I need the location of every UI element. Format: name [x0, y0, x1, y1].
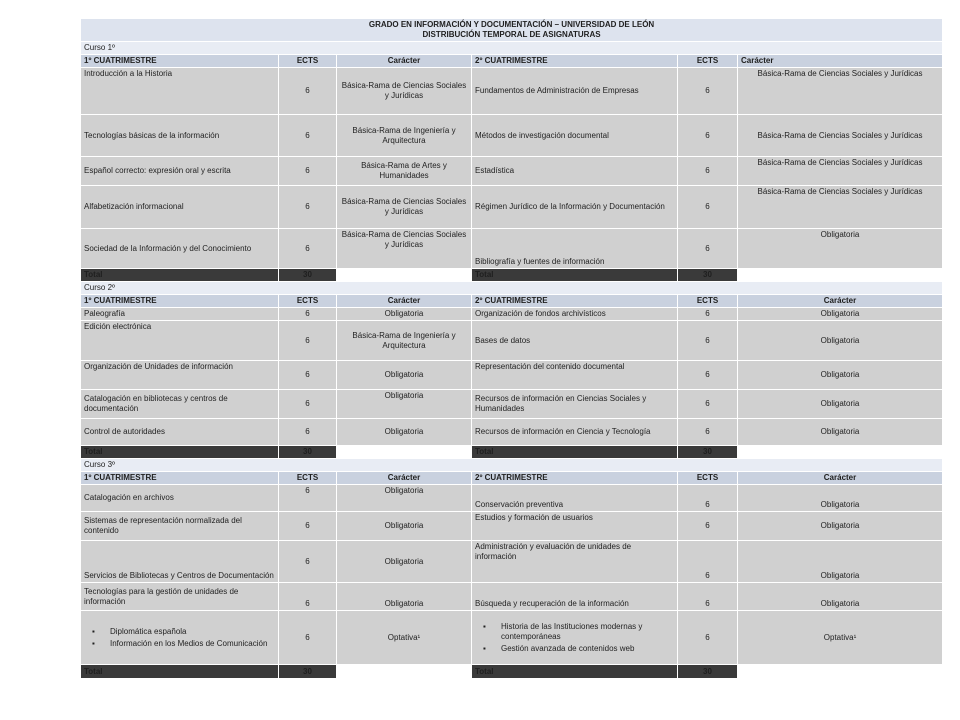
header-sem2: 2º CUATRIMESTRE — [472, 472, 678, 485]
subject-cell: Estadística — [472, 157, 678, 186]
ects-cell: 6 — [279, 68, 337, 115]
caracter-cell: Básica-Rama de Ciencias Sociales y Jurídicas — [738, 157, 943, 186]
year-2-label-row — [81, 282, 943, 295]
subject-cell: Edición electrónica — [81, 321, 279, 361]
table-row — [81, 419, 943, 446]
caracter-cell: Básica-Rama de Ingeniería y Arquitectura — [337, 115, 472, 157]
caracter-cell: Obligatoria — [337, 485, 472, 512]
total-spacer — [738, 269, 943, 282]
ects-cell: 6 — [279, 611, 337, 665]
title-line-2: DISTRIBUCIÓN TEMPORAL DE ASIGNATURAS — [422, 30, 601, 39]
caracter-cell: Obligatoria — [337, 419, 472, 446]
caracter-cell: Obligatoria — [738, 308, 943, 321]
caracter-cell: Básica-Rama de Ciencias Sociales y Jurídicas — [738, 68, 943, 115]
total-ects: 30 — [279, 269, 337, 282]
table-row — [81, 321, 943, 361]
caracter-cell: Básica-Rama de Ingeniería y Arquitectura — [337, 321, 472, 361]
caracter-cell: Básica-Rama de Ciencias Sociales y Jurídicas — [337, 229, 472, 269]
table-row — [81, 115, 943, 157]
ects-cell: 6 — [678, 419, 738, 446]
header-ects: ECTS — [279, 295, 337, 308]
total-ects: 30 — [279, 665, 337, 679]
subject-cell: Introducción a la Historia — [81, 68, 279, 115]
ects-cell: 6 — [678, 541, 738, 583]
subject-cell: Catalogación en archivos — [81, 485, 279, 512]
ects-cell: 6 — [678, 321, 738, 361]
list-item: ▪ Gestión avanzada de contenidos web — [501, 644, 674, 654]
subject-cell: Tecnologías básicas de la información — [81, 115, 279, 157]
title-line-1: GRADO EN INFORMACIÓN Y DOCUMENTACIÓN – UNIVERSIDAD DE LEÓN — [368, 20, 655, 29]
total-ects: 30 — [678, 269, 738, 282]
table-row — [81, 485, 943, 512]
ects-cell: 6 — [678, 157, 738, 186]
caracter-cell: Básica-Rama de Ciencias Sociales y Jurídicas — [738, 186, 943, 229]
header-sem1: 1º CUATRIMESTRE — [81, 55, 279, 68]
total-label: Total — [472, 446, 678, 459]
header-ects: ECTS — [279, 472, 337, 485]
header-ects: ECTS — [678, 295, 738, 308]
header-sem2: 2º CUATRIMESTRE — [472, 55, 678, 68]
ects-cell: 6 — [279, 361, 337, 390]
ects-cell: 6 — [279, 583, 337, 611]
subject-cell: Alfabetización informacional — [81, 186, 279, 229]
header-caracter: Carácter — [337, 472, 472, 485]
subject-cell: Bibliografía y fuentes de información — [472, 229, 678, 269]
caracter-cell: Optativa¹ — [337, 611, 472, 665]
ects-cell: 6 — [279, 485, 337, 512]
ects-cell: 6 — [279, 229, 337, 269]
table-row — [81, 541, 943, 583]
total-spacer — [738, 665, 943, 679]
title-row — [81, 19, 943, 42]
subject-cell: Métodos de investigación documental — [472, 115, 678, 157]
total-label: Total — [81, 665, 279, 679]
year-label: Curso 1º — [81, 42, 943, 55]
caracter-cell: Básica-Rama de Ciencias Sociales y Jurídicas — [738, 115, 943, 157]
optional-list — [475, 622, 674, 654]
subject-distribution-table — [80, 18, 943, 679]
subject-cell: Fundamentos de Administración de Empresas — [472, 68, 678, 115]
list-item: ▪ Historia de las Instituciones modernas y contemporáneas — [501, 622, 674, 642]
total-ects: 30 — [279, 446, 337, 459]
table-row — [81, 68, 943, 115]
ects-cell: 6 — [678, 186, 738, 229]
caracter-cell: Básica-Rama de Ciencias Sociales y Jurídicas — [337, 186, 472, 229]
header-row — [81, 55, 943, 68]
subject-cell: Recursos de información en Ciencia y Tecnología — [472, 419, 678, 446]
subject-cell: Recursos de información en Ciencias Sociales y Humanidades — [472, 390, 678, 419]
table-row — [81, 390, 943, 419]
subject-cell: Administración y evaluación de unidades de información — [472, 541, 678, 583]
subject-cell: Sistemas de representación normalizada del contenido — [81, 512, 279, 541]
caracter-cell: Obligatoria — [738, 541, 943, 583]
caracter-cell: Obligatoria — [738, 485, 943, 512]
total-spacer — [738, 446, 943, 459]
ects-cell: 6 — [678, 361, 738, 390]
subject-cell: Organización de Unidades de información — [81, 361, 279, 390]
table-row — [81, 308, 943, 321]
header-caracter: Carácter — [337, 295, 472, 308]
header-ects: ECTS — [279, 55, 337, 68]
total-ects: 30 — [678, 665, 738, 679]
list-item: ▪ Información en los Medios de Comunicación — [110, 639, 275, 649]
total-label: Total — [472, 269, 678, 282]
ects-cell: 6 — [279, 512, 337, 541]
caracter-cell: Obligatoria — [337, 583, 472, 611]
caracter-cell: Básica-Rama de Artes y Humanidades — [337, 157, 472, 186]
header-row — [81, 295, 943, 308]
table-title — [81, 19, 943, 42]
optional-row — [81, 611, 943, 665]
ects-cell: 6 — [678, 308, 738, 321]
subject-cell: Control de autoridades — [81, 419, 279, 446]
caracter-cell: Básica-Rama de Ciencias Sociales y Jurídicas — [337, 68, 472, 115]
year-3-label-row — [81, 459, 943, 472]
total-ects: 30 — [678, 446, 738, 459]
year-1-label-row — [81, 42, 943, 55]
caracter-cell: Obligatoria — [337, 361, 472, 390]
subject-cell: Representación del contenido documental — [472, 361, 678, 390]
subject-cell: Tecnologías para la gestión de unidades de información — [81, 583, 279, 611]
ects-cell: 6 — [678, 611, 738, 665]
total-spacer — [337, 665, 472, 679]
caracter-cell: Obligatoria — [337, 541, 472, 583]
total-row — [81, 446, 943, 459]
ects-cell: 6 — [678, 583, 738, 611]
subject-cell: Paleografía — [81, 308, 279, 321]
subject-cell: Bases de datos — [472, 321, 678, 361]
total-row — [81, 269, 943, 282]
caracter-cell: Obligatoria — [738, 321, 943, 361]
ects-cell: 6 — [279, 157, 337, 186]
header-caracter: Carácter — [738, 295, 943, 308]
ects-cell: 6 — [678, 115, 738, 157]
table-row — [81, 361, 943, 390]
header-sem2: 2º CUATRIMESTRE — [472, 295, 678, 308]
caracter-cell: Obligatoria — [738, 583, 943, 611]
header-row — [81, 472, 943, 485]
header-caracter: Carácter — [738, 55, 943, 68]
ects-cell: 6 — [279, 419, 337, 446]
caracter-cell: Obligatoria — [738, 361, 943, 390]
ects-cell: 6 — [279, 115, 337, 157]
table-row — [81, 229, 943, 269]
subject-cell: Búsqueda y recuperación de la información — [472, 583, 678, 611]
subject-cell: Conservación preventiva — [472, 485, 678, 512]
year-label: Curso 2º — [81, 282, 943, 295]
table-row — [81, 583, 943, 611]
subject-cell: Régimen Jurídico de la Información y Documentación — [472, 186, 678, 229]
subject-cell: Servicios de Bibliotecas y Centros de Documentación — [81, 541, 279, 583]
optional-subjects-sem2 — [472, 611, 678, 665]
table-row — [81, 157, 943, 186]
header-ects: ECTS — [678, 55, 738, 68]
header-sem1: 1º CUATRIMESTRE — [81, 295, 279, 308]
subject-cell: Organización de fondos archivísticos — [472, 308, 678, 321]
caracter-cell: Obligatoria — [738, 229, 943, 269]
header-caracter: Carácter — [337, 55, 472, 68]
table-row — [81, 186, 943, 229]
optional-list — [84, 627, 275, 649]
ects-cell: 6 — [279, 390, 337, 419]
ects-cell: 6 — [279, 308, 337, 321]
caracter-cell: Optativa¹ — [738, 611, 943, 665]
header-caracter: Carácter — [738, 472, 943, 485]
subject-cell: Estudios y formación de usuarios — [472, 512, 678, 541]
caracter-cell: Obligatoria — [738, 419, 943, 446]
ects-cell: 6 — [678, 485, 738, 512]
caracter-cell: Obligatoria — [738, 390, 943, 419]
list-item: ▪ Diplomática española — [110, 627, 275, 637]
optional-subjects-sem1 — [81, 611, 279, 665]
header-ects: ECTS — [678, 472, 738, 485]
ects-cell: 6 — [279, 186, 337, 229]
total-label: Total — [81, 446, 279, 459]
header-sem1: 1º CUATRIMESTRE — [81, 472, 279, 485]
subject-cell: Español correcto: expresión oral y escrita — [81, 157, 279, 186]
total-spacer — [337, 446, 472, 459]
caracter-cell: Obligatoria — [337, 308, 472, 321]
ects-cell: 6 — [678, 68, 738, 115]
table-row — [81, 512, 943, 541]
ects-cell: 6 — [678, 229, 738, 269]
ects-cell: 6 — [279, 321, 337, 361]
subject-cell: Catalogación en bibliotecas y centros de documentación — [81, 390, 279, 419]
total-row — [81, 665, 943, 679]
total-spacer — [337, 269, 472, 282]
caracter-cell: Obligatoria — [738, 512, 943, 541]
caracter-cell: Obligatoria — [337, 390, 472, 419]
caracter-cell: Obligatoria — [337, 512, 472, 541]
ects-cell: 6 — [678, 390, 738, 419]
subject-cell: Sociedad de la Información y del Conocimiento — [81, 229, 279, 269]
ects-cell: 6 — [678, 512, 738, 541]
total-label: Total — [81, 269, 279, 282]
year-label: Curso 3º — [81, 459, 943, 472]
ects-cell: 6 — [279, 541, 337, 583]
total-label: Total — [472, 665, 678, 679]
